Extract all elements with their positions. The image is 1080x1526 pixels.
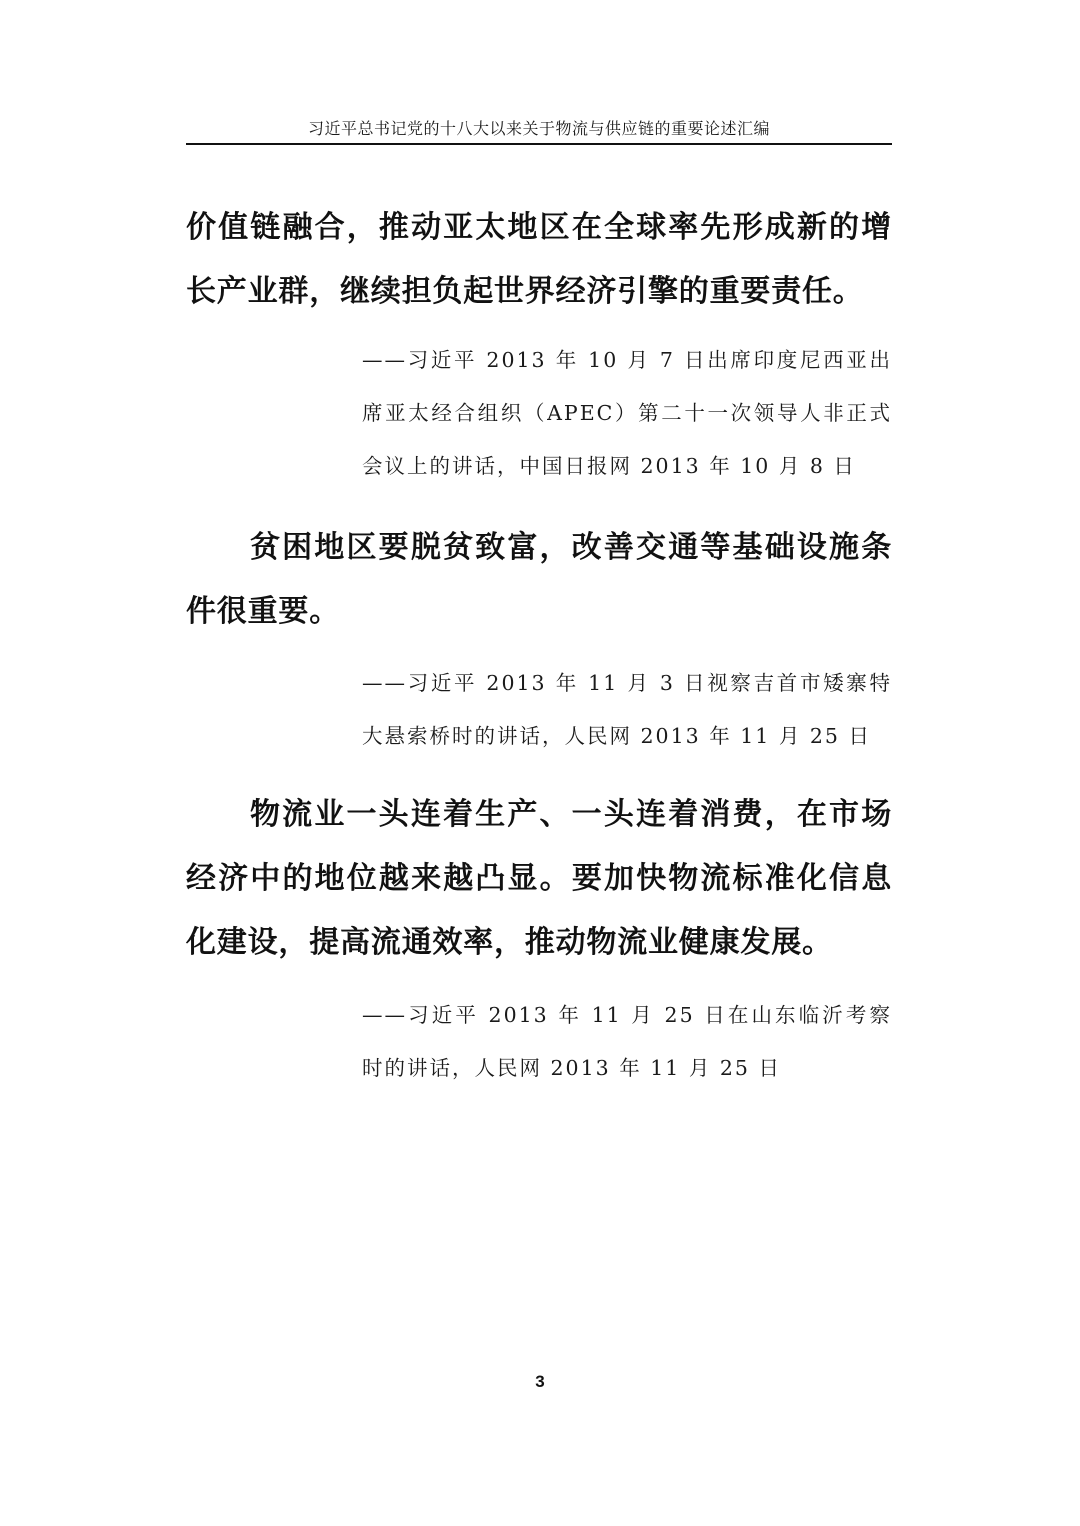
running-header: 习近平总书记党的十八大以来关于物流与供应链的重要论述汇编 [307,119,770,138]
quote-source: ——习近平 2013 年 10 月 7 日出席印度尼西亚出席亚太经合组织（APEC）第二十一次领导人非正式会议上的讲话，中国日报网 2013 年 10 月 8 日 [362,348,892,478]
header-rule [186,143,892,145]
quote-paragraph: 价值链融合，推动亚太地区在全球率先形成新的增长产业群，继续担负起世界经济引擎的重要责任。 [186,210,892,309]
page-number: 3 [535,1372,545,1391]
quote-source: ——习近平 2013 年 11 月 25 日在山东临沂考察时的讲话，人民网 2013 年 11 月 25 日 [362,1003,892,1080]
quote-source: ——习近平 2013 年 11 月 3 日视察吉首市矮寨特大悬索桥时的讲话，人民网 2013 年 11 月 25 日 [362,671,892,748]
quote-paragraph: 贫困地区要脱贫致富，改善交通等基础设施条件很重要。 [186,530,892,629]
quote-paragraph: 物流业一头连着生产、一头连着消费，在市场经济中的地位越来越凸显。要加快物流标准化信息化建设，提高流通效率，推动物流业健康发展。 [186,797,892,960]
